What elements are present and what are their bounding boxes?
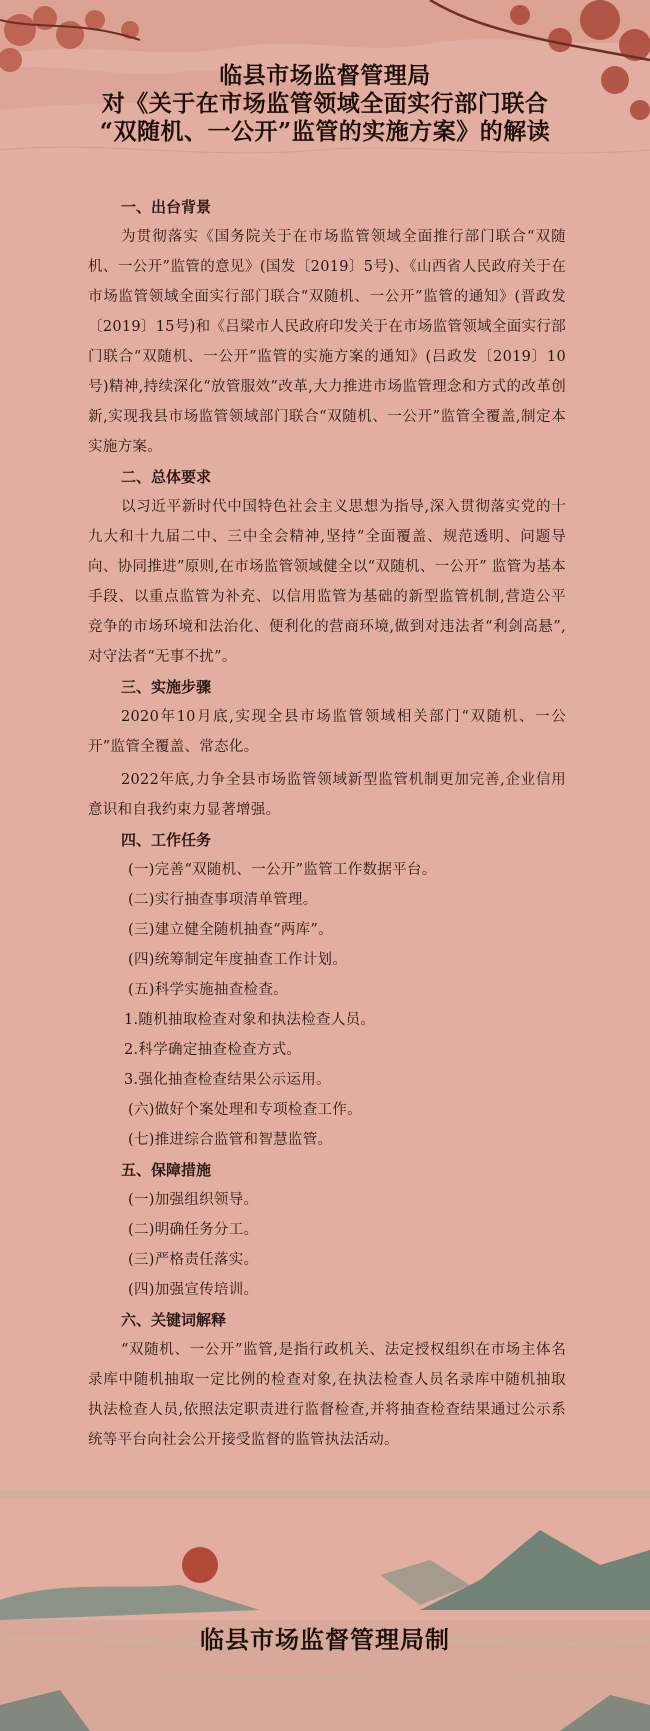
section-paragraph-steps-1: 2020年10月底,实现全县市场监管领域相关部门“双随机、一公开”监管全覆盖、常态化。 (88, 709, 566, 755)
sun-icon (182, 1547, 218, 1583)
title-line-1: 临县市场监督管理局 (219, 62, 431, 89)
list-item: (一)加强组织领导。 (128, 1192, 259, 1208)
section-paragraph-steps-2: 2022年底,力争全县市场监管领域新型监管机制更加完善,企业信用意识和自我约束力显著增强。 (88, 772, 566, 818)
title-line-3: “双随机、一公开”监管的实施方案》的解读 (99, 118, 551, 145)
list-item: (五)科学实施抽查检查。 (128, 982, 288, 998)
section-paragraph-requirements: 以习近平新时代中国特色社会主义思想为指导,深入贯彻落实党的十九大和十九届二中、三中全会精神,坚持“全面覆盖、规范透明、问题导向、协同推进”原则,在市场监管领域健全以“双随机、一公开” 监管为基本手段、以重点监管为补充、以信用监管为基础的新型监管机制,营造公平竞争的市场环境和法治化、便利化的营商环境,做到对违法者“利剑高悬”,对守法者“无事不扰”。 (88, 499, 566, 665)
section-heading-background: 一、出台背景 (121, 198, 212, 216)
document-title-block (0, 62, 650, 146)
list-item: 3.强化抽查检查结果公示运用。 (124, 1072, 331, 1088)
list-item: (三)严格责任落实。 (128, 1252, 259, 1268)
section-paragraph-keywords: “双随机、一公开”监管,是指行政机关、法定授权组织在市场主体名录库中随机抽取一定比例的检查对象,在执法检查人员名录库中随机抽取执法检查人员,依照法定职责进行监督检查,并将抽查检查结果通过公示系统等平台向社会公开接受监督的监管执法活动。 (88, 1342, 566, 1448)
footer-issuer: 临县市场监督管理局制 (200, 1625, 450, 1654)
list-item: (二)明确任务分工。 (128, 1222, 259, 1238)
list-item: 1.随机抽取检查对象和执法检查人员。 (124, 1012, 376, 1028)
list-item: (三)建立健全随机抽查“两库”。 (128, 922, 333, 938)
document-body (88, 192, 566, 1455)
list-item: (六)做好个案处理和专项检查工作。 (128, 1102, 362, 1118)
section-heading-steps: 三、实施步骤 (121, 678, 212, 696)
list-item: (七)推进综合监管和智慧监管。 (128, 1132, 333, 1148)
section-heading-safeguards: 五、保障措施 (121, 1161, 212, 1179)
section-paragraph-background: 为贯彻落实《国务院关于在市场监管领域全面推行部门联合“双随机、一公开”监管的意见》(国发〔2019〕5号)、《山西省人民政府关于在市场监管领域全面实行部门联合“双随机、一公开”监管的通知》(晋政发〔2019〕15号)和《吕梁市人民政府印发关于在市场监管领域全面实行部门联合“双随机、一公开”监管的实施方案的通知》(吕政发〔2019〕10号)精神,持续深化“放管服效”改革,大力推进市场监管理念和方式的改革创新,实现我县市场监管领域部门联合“双随机、一公开”监管全覆盖,制定本实施方案。 (88, 229, 566, 455)
list-item: (二)实行抽查事项清单管理。 (128, 892, 318, 908)
list-item: (四)加强宣传培训。 (128, 1282, 259, 1298)
bottom-decoration-landscape (0, 1490, 650, 1731)
list-item: (一)完善“双随机、一公开”监管工作数据平台。 (128, 862, 437, 878)
list-item: (四)统筹制定年度抽查工作计划。 (128, 952, 348, 968)
section-heading-keywords: 六、关键词解释 (121, 1311, 227, 1329)
title-line-2: 对《关于在市场监管领域全面实行部门联合 (101, 90, 549, 117)
section-heading-tasks: 四、工作任务 (121, 831, 212, 849)
list-item: 2.科学确定抽查检查方式。 (124, 1042, 302, 1058)
section-heading-requirements: 二、总体要求 (121, 468, 212, 486)
